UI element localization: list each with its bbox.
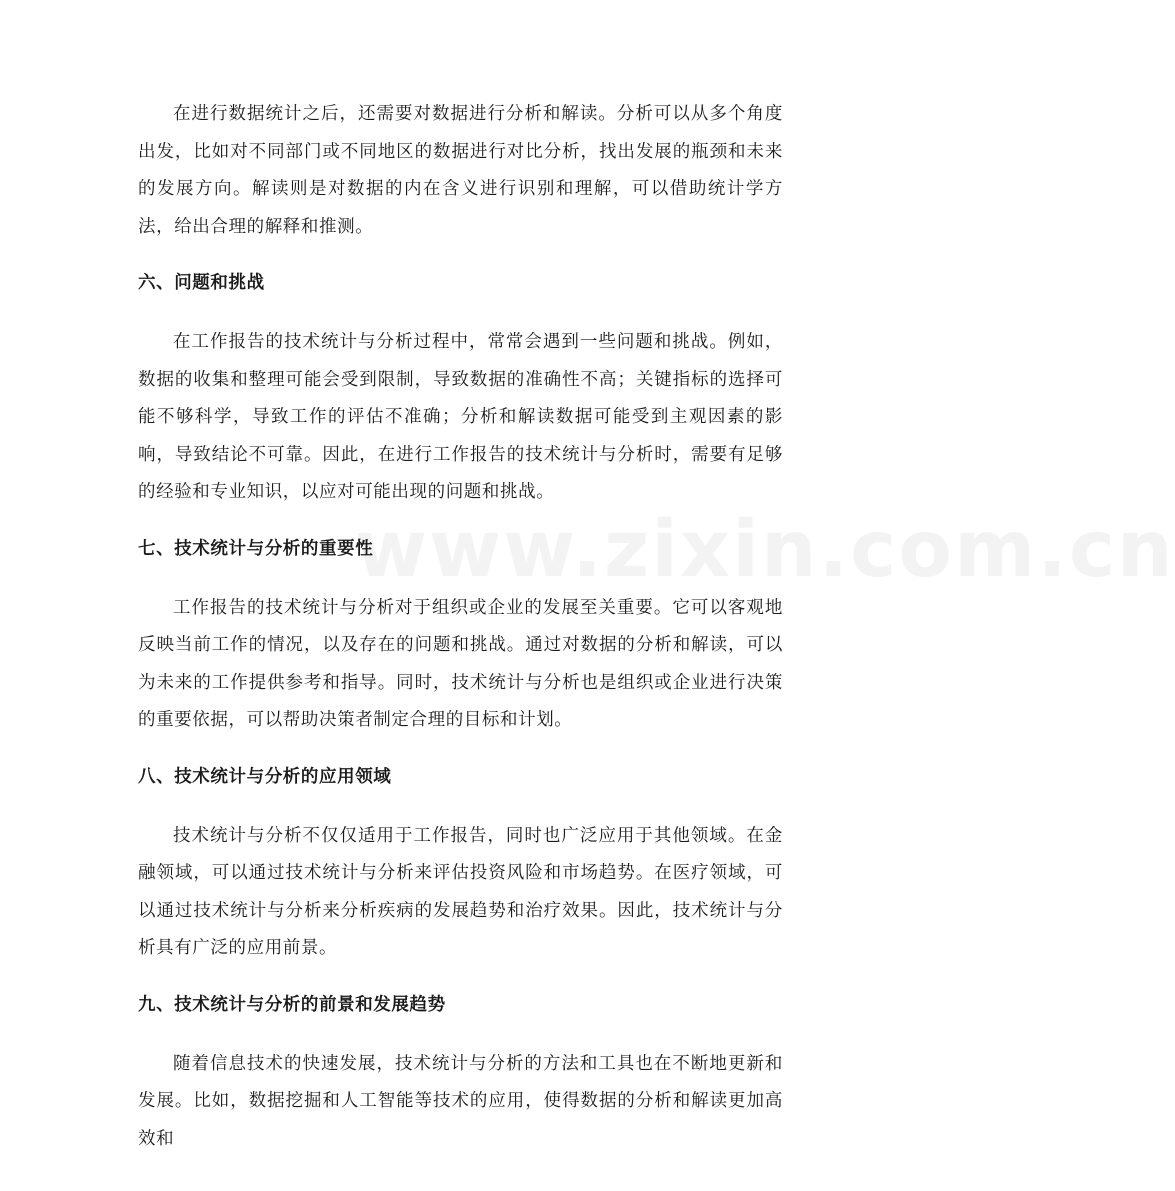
paragraph-application-fields: 技术统计与分析不仅仅适用于工作报告，同时也广泛应用于其他领域。在金融领域，可以通过技术统计与分析来评估投资风险和市场趋势。在医疗领域，可以通过技术统计与分析来分析疾病的发展趋势和治疗效果。因此，技术统计与分析具有广泛的应用前景。 bbox=[138, 825, 783, 958]
spacer bbox=[138, 790, 783, 818]
paragraph-data-analysis: 在进行数据统计之后，还需要对数据进行分析和解读。分析可以从多个角度出发，比如对不同部门或不同地区的数据进行对比分析，找出发展的瓶颈和未来的发展方向。解读则是对数据的内在含义进行识别和理解，可以借助统计学方法，给出合理的解释和推测。 bbox=[138, 104, 783, 237]
paragraph-importance: 工作报告的技术统计与分析对于组织或企业的发展至关重要。它可以客观地反映当前工作的情况，以及存在的问题和挑战。通过对数据的分析和解读，可以为未来的工作提供参考和指导。同时，技术统计与分析也是组织或企业进行决策的重要依据，可以帮助决策者制定合理的目标和计划。 bbox=[138, 597, 783, 730]
document-body bbox=[138, 96, 783, 1158]
spacer bbox=[138, 246, 783, 270]
spacer bbox=[138, 562, 783, 590]
heading-section-6: 六、问题和挑战 bbox=[138, 273, 265, 293]
spacer bbox=[138, 512, 783, 536]
spacer bbox=[138, 740, 783, 764]
paragraph-prospects-trends: 随着信息技术的快速发展，技术统计与分析的方法和工具也在不断地更新和发展。比如，数据挖掘和人工智能等技术的应用，使得数据的分析和解读更加高效和 bbox=[138, 1053, 783, 1149]
heading-section-7: 七、技术统计与分析的重要性 bbox=[138, 538, 374, 559]
heading-section-9: 九、技术统计与分析的前景和发展趋势 bbox=[138, 994, 446, 1015]
watermark: www.zixin.com.cn bbox=[355, 505, 1175, 595]
spacer bbox=[138, 1018, 783, 1046]
heading-section-8: 八、技术统计与分析的应用领域 bbox=[138, 766, 392, 787]
spacer bbox=[138, 296, 783, 324]
paragraph-problems-challenges: 在工作报告的技术统计与分析过程中，常常会遇到一些问题和挑战。例如，数据的收集和整理可能会受到限制，导致数据的准确性不高；关键指标的选择可能不够科学，导致工作的评估不准确；分析和解读数据可能受到主观因素的影响，导致结论不可靠。因此，在进行工作报告的技术统计与分析时，需要有足够的经验和专业知识，以应对可能出现的问题和挑战。 bbox=[138, 332, 783, 502]
spacer bbox=[138, 968, 783, 992]
